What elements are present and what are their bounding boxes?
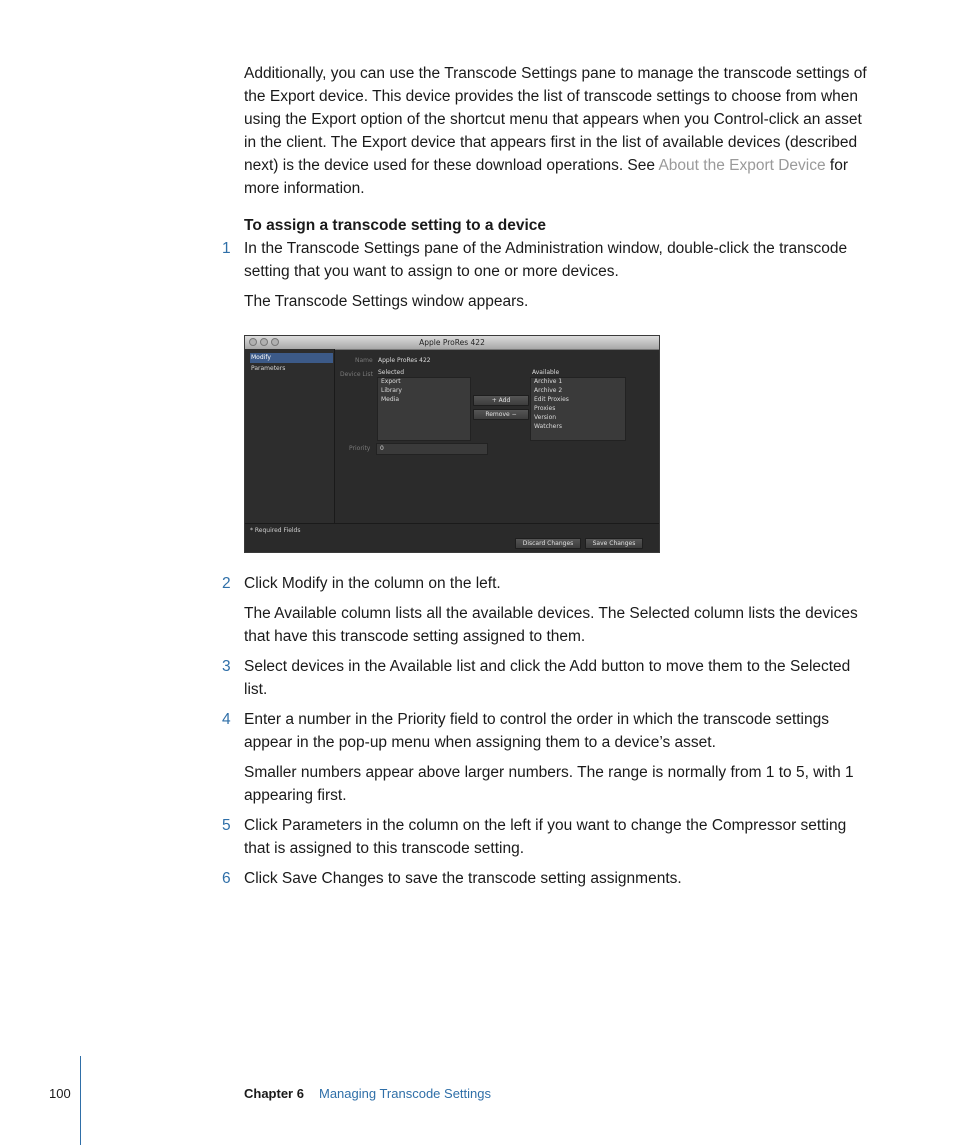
sidebar-item-parameters[interactable]: Parameters	[251, 365, 286, 372]
step-number: 1	[222, 240, 231, 257]
step-text: In the Transcode Settings pane of the Administration window, double-click the transcode setting that you want to assign to one or more devices.	[244, 240, 848, 280]
remove-button-label: Remove	[485, 411, 510, 418]
window-titlebar	[245, 336, 659, 350]
list-item[interactable]: Media	[381, 396, 400, 403]
step-note: Smaller numbers appear above larger numbers. The range is normally from 1 to 5, with 1 appearing first.	[244, 764, 854, 804]
footer-divider	[80, 1056, 81, 1145]
list-item[interactable]: Version	[534, 414, 557, 421]
priority-field[interactable]: 0	[376, 443, 488, 455]
add-button[interactable]	[473, 395, 529, 406]
plus-icon: +	[491, 397, 497, 404]
step-note: The Available column lists all the available devices. The Selected column lists the devices that have this transcode setting assigned to them.	[244, 605, 858, 645]
name-label: Name	[355, 357, 373, 364]
selected-list[interactable]	[377, 377, 471, 441]
minus-icon: −	[511, 411, 517, 418]
device-list-label: Device List	[340, 371, 373, 378]
available-list[interactable]	[530, 377, 626, 441]
task-heading: To assign a transcode setting to a device	[244, 217, 547, 234]
step-number: 5	[222, 817, 231, 834]
step-number: 3	[222, 658, 231, 675]
required-fields-note: * Required Fields	[250, 527, 301, 534]
step-text: Click Save Changes to save the transcode setting assignments.	[244, 870, 682, 887]
list-item[interactable]: Proxies	[534, 405, 556, 412]
page-number: 100	[49, 1086, 71, 1101]
step-text: Enter a number in the Priority field to control the order in which the transcode settings appear in the pop-up menu when assigning them to a device’s asset.	[244, 711, 829, 751]
list-item[interactable]: Edit Proxies	[534, 396, 569, 403]
window-bottom-bar	[245, 523, 659, 553]
chapter-title: Managing Transcode Settings	[319, 1086, 491, 1101]
step-text: Select devices in the Available list and click the Add button to move them to the Selected list.	[244, 658, 851, 698]
chapter-label: Chapter 6	[244, 1086, 304, 1101]
priority-label: Priority	[349, 445, 371, 452]
sidebar-item-modify[interactable]: Modify	[250, 353, 333, 363]
list-item[interactable]: Export	[381, 378, 401, 385]
remove-button[interactable]	[473, 409, 529, 420]
step-number: 6	[222, 870, 231, 887]
window-sidebar	[245, 349, 335, 523]
intro-paragraph	[244, 62, 876, 200]
available-header: Available	[532, 369, 560, 376]
window-title: Apple ProRes 422	[419, 338, 485, 347]
list-item[interactable]: Archive 2	[534, 387, 563, 394]
about-export-device-link[interactable]: About the Export Device	[658, 157, 826, 174]
discard-changes-button[interactable]: Discard Changes	[515, 538, 581, 549]
list-item[interactable]: Archive 1	[534, 378, 563, 385]
list-item[interactable]: Watchers	[534, 423, 562, 430]
add-button-label: Add	[498, 397, 511, 404]
selected-header: Selected	[378, 369, 405, 376]
list-item[interactable]: Library	[381, 387, 402, 394]
step-number: 4	[222, 711, 231, 728]
intro-tail: for more information.	[244, 157, 849, 197]
step-text: Click Modify in the column on the left.	[244, 575, 501, 592]
intro-text: Additionally, you can use the Transcode Settings pane to manage the transcode settings of the Export device. This device provides the list of transcode settings to choose from when using the Export option of the shortcut menu that appears when you Control-click an asset in the client. The Export device that appears first in the list of available devices (described next) is the device used for these download operations. See	[244, 65, 867, 174]
step-number: 2	[222, 575, 231, 592]
step-note: The Transcode Settings window appears.	[244, 293, 529, 310]
save-changes-button[interactable]: Save Changes	[585, 538, 643, 549]
step-text: Click Parameters in the column on the left if you want to change the Compressor setting that is assigned to this transcode setting.	[244, 817, 847, 857]
name-value: Apple ProRes 422	[378, 357, 431, 364]
transcode-settings-window	[244, 335, 660, 553]
